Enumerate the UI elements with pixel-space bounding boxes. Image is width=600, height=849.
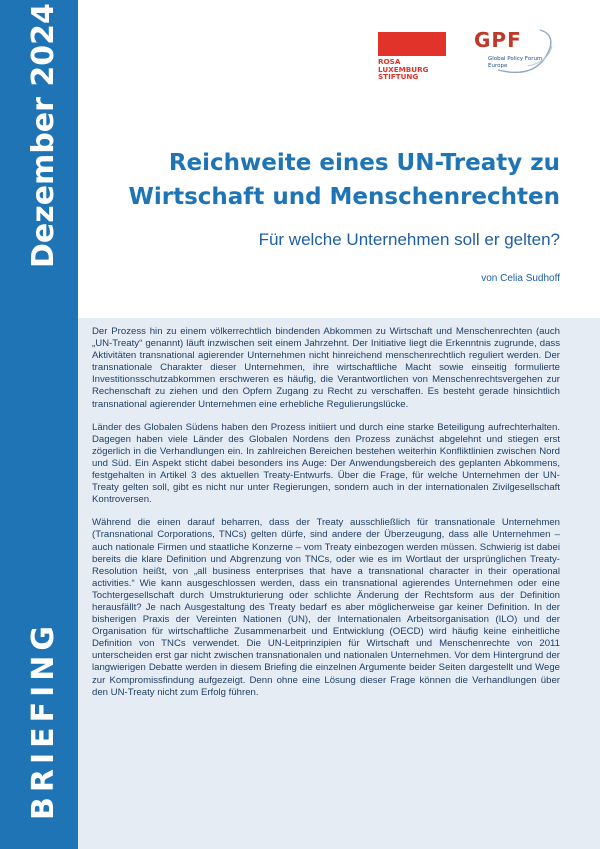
- briefing-label: BRIEFING: [26, 620, 61, 820]
- paragraph: Während die einen darauf beharren, dass der Treaty ausschließlich für transnationale Unternehmen (Transnational Corporations, TNCs) gelten dürfe, sind andere der Überzeugung, dass alle Unternehmen – auch nationale Firmen und staatliche Konzerne – vom Treaty einbezogen werden müssen. Schwierig ist dabei bereits die klare Definition und Abgrenzung von TNCs, oder wie es im Wortlaut der ursprünglichen Treaty-Resolution heißt, von „all business enterprises that have a transnational character in their operational activities.“ Wie kann ausgeschlossen werden, dass ein transnational agierendes Unternehmen oder eine Tochtergesellschaft durch Umstrukturierung oder schlichte Änderung der Rechtsform aus der Definition herausfällt? Je nach Ausgestaltung des Treaty bedarf es aber möglicherweise gar keiner Definition. In der bisherigen Praxis der Vereinten Nationen (UN), der Internationalen Arbeitsorganisation (ILO) und der Organisation für wirtschaftliche Zusammenarbeit und Entwicklung (OECD) wird häufig keine einheitliche Definition von TNCs verwendet. Die UN-Leitprinzipien für Wirtschaft und Menschenrechte von 2011 unterscheiden erst gar nicht zwischen transnationalen und nationalen Unternehmen. Vor dem Hintergrund der langwierigen Debatte werden in diesem Briefing die einzelnen Argumente beider Seiten dargestellt und Wege zur Kompromissfindung aufgezeigt. Denn ohne eine Lösung dieser Frage können die Verhandlungen über den UN-Treaty nicht zum Erfolg führen.: [92, 517, 560, 698]
- rls-logo-block: [378, 32, 446, 56]
- side-band: [0, 0, 78, 849]
- gpf-line2: Europe: [488, 62, 508, 69]
- summary-text: [92, 326, 560, 710]
- date-label: Dezember 2024: [26, 3, 61, 268]
- paragraph: Der Prozess hin zu einem völkerrechtlich bindenden Abkommen zu Wirtschaft und Menschenrechten (auch „UN-Treaty“ genannt) läuft inzwischen seit einem Jahrzehnt. Der Initiative liegt die Erkenntnis zugrunde, dass Aktivitäten transnational agierender Unternehmen nicht hinreichend menschenrechtlich reguliert werden. Der transnationale Charakter dieser Unternehmen, ihre wirtschaftliche Macht sowie einseitig formulierte Investitionsschutzabkommen erschweren es häufig, die Verantwortlichen von Menschenrechtsvergehen zur Rechenschaft zu ziehen und den Opfern Zugang zu Recht zu verschaffen. Es besteht gerade hinsichtlich transnational agierender Unternehmen eine erhebliche Regulierungslücke.: [92, 326, 560, 410]
- title-line-2: Wirtschaft und Menschenrechten: [128, 184, 560, 210]
- author-line: von Celia Sudhoff: [481, 273, 560, 284]
- title-line-1: Reichweite eines UN-Treaty zu: [168, 150, 560, 176]
- subtitle: Für welche Unternehmen soll er gelten?: [258, 230, 560, 249]
- rls-line2: LUXEMBURG: [378, 64, 429, 74]
- rosa-luxemburg-logo: [378, 32, 446, 81]
- gpf-subtext: [488, 56, 542, 69]
- rls-logo-text: [378, 58, 446, 81]
- rls-line3: STIFTUNG: [378, 72, 419, 82]
- paragraph: Länder des Globalen Südens haben den Prozess initiiert und durch eine starke Beteiligung aufrechterhalten. Dagegen haben viele Länder des Globalen Nordens den Prozess zunächst abgelehnt und stiegen erst zögerlich in die Verhandlungen ein. In zahlreichen Bereichen bestehen weiterhin Konfliktlinien zwischen Nord und Süd. Ein Aspekt sticht dabei besonders ins Auge: Der Anwendungsbereich des geplanten Abkommens, festgehalten in Artikel 3 des aktuellen Treaty-Entwurfs. Über die Frage, für welche Unternehmen der UN-Treaty gelten soll, gibt es nicht nur unter Regierungen, sondern auch in der internationalen Zivilgesellschaft Kontroversen.: [92, 421, 560, 506]
- gpf-logo: [468, 26, 558, 78]
- rls-line1: ROSA: [378, 57, 401, 66]
- gpf-line1: Global Policy Forum: [488, 56, 543, 62]
- gpf-letters: GPF: [474, 28, 522, 52]
- page-title: [120, 146, 560, 214]
